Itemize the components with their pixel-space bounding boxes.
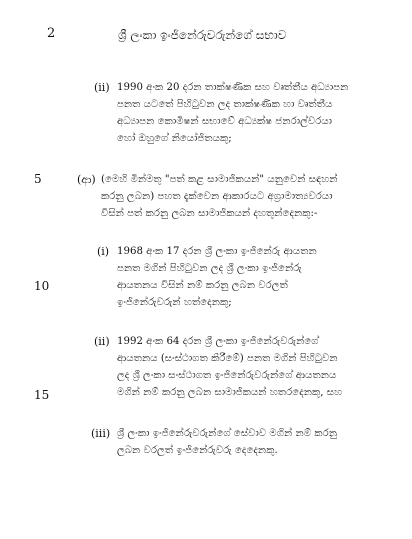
paragraph-line: කරනු ලබන) පහත දැක්වෙන ආකාරයට අග්‍රාමාත්‍යවරයා <box>101 191 333 202</box>
clause-paragraph-aa <box>101 171 338 222</box>
paragraph-line: (මෙහි මින්මතු "පත් කළ සාමාජිකයන්" යනුවෙන් සඳහන් <box>101 174 338 185</box>
line-number-5: 5 <box>34 172 42 186</box>
clause-paragraph-ii-a <box>117 79 348 147</box>
paragraph-line: හෝ ඔහුගේ නියෝජිතයකු; <box>117 133 232 144</box>
paragraph-line: 1992 අංක 64 දරන ශ්‍රී ලංකා ඉංජිනේරුවරුන්ගේ <box>117 336 319 347</box>
line-number-10: 10 <box>34 279 50 293</box>
paragraph-line: විසින් පත් කරනු ලබන සාමාජිකයන් දහතුන්දෙනකු:- <box>101 208 318 219</box>
paragraph-line: 1990 අංක 20 දරන තාක්ෂණික සහ වෘත්තීය අධ්‍යාපන <box>117 82 349 93</box>
clause-marker-i: (i) <box>97 245 110 258</box>
clause-marker-iii: (iii) <box>91 427 111 440</box>
page-number: 2 <box>47 26 56 41</box>
clause-marker-aa: (ආ) <box>77 173 96 186</box>
paragraph-line: ශ්‍රී ලංකා ඉංජිනේරුවරුන්ගේ සේවාව මගින් නම් කරනු <box>117 428 338 439</box>
paragraph-line: මගින් නම් කරනු ලබන සාමාජිකයන් හතරදෙනකු, සහ <box>117 387 343 398</box>
line-number-15: 15 <box>34 388 50 402</box>
clause-paragraph-iii <box>117 425 337 459</box>
clause-marker-ii-b: (ii) <box>94 335 110 348</box>
paragraph-line: ලබන වරලත් ඉංජිනේරුවරු දෙදෙනකු. <box>117 445 278 456</box>
paragraph-line: ඉංජිනේරුවරුන් හත්දෙනකු; <box>117 297 232 308</box>
paragraph-line: 1968 අංක 17 දරන ශ්‍රී ලංකා ඉංජිනේරු ආයතන <box>117 246 317 257</box>
paragraph-line: ලද ශ්‍රී ලංකා සංස්ථාගත ඉංජිනේරුවරුන්ගේ ආයතනය <box>117 370 337 381</box>
clause-marker-ii-a: (ii) <box>94 81 110 94</box>
clause-paragraph-i <box>117 243 317 311</box>
paragraph-line: ආයතනය (සංස්ථාගත කිරීමේ) පනත මගින් පිහිටුවන <box>117 353 338 364</box>
paragraph-line: අධ්‍යාපන කොමිෂන් සභාවේ අධ්‍යක්ෂ ජනරාල්වරයා <box>117 116 333 127</box>
paragraph-line: ආයතනය විසින් නම් කරනු ලබන වරලත් <box>117 280 288 291</box>
clause-paragraph-ii-b <box>117 333 342 401</box>
running-head: ශ්‍රී ලංකා ඉංජිනේරුවරුන්ගේ සභාව <box>118 28 287 42</box>
paragraph-line: පනත මගින් පිහිටුවන ලද ශ්‍රී ලංකා ඉංජිනේරු <box>117 263 302 274</box>
paragraph-line: පනත යටතේ පිහිටුවන ලද තාක්ෂණික හා වෘත්තීය <box>117 99 333 110</box>
